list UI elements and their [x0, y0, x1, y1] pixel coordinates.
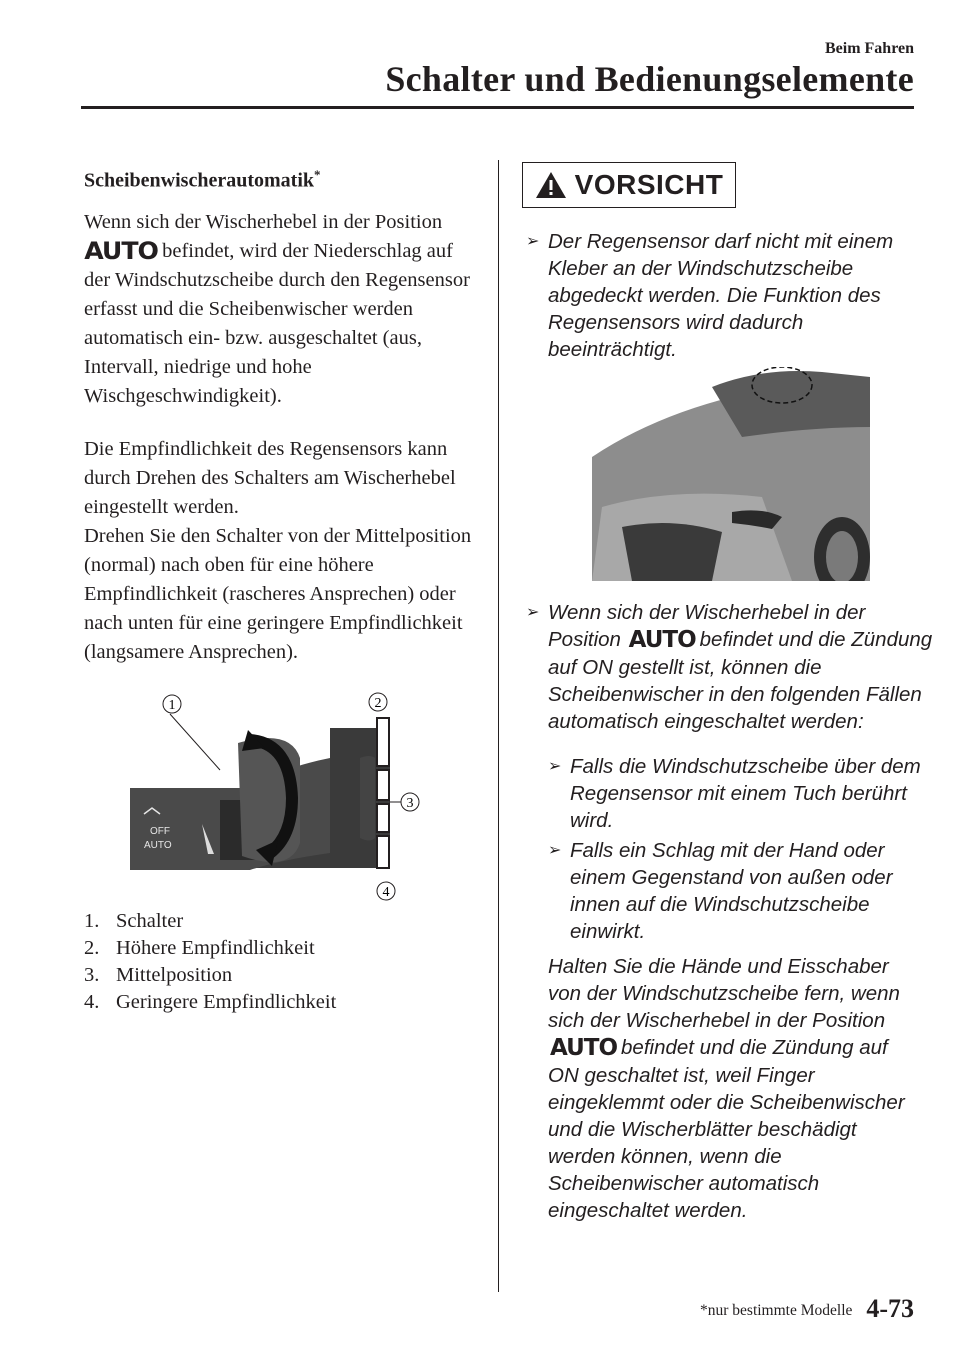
- warning-triangle-icon: [535, 171, 567, 199]
- legend-item: [84, 989, 484, 1016]
- lever-tip: [360, 756, 375, 841]
- bullet-arrow-icon: ➢: [526, 233, 540, 250]
- position-bar-middle: [377, 770, 389, 800]
- paragraph-3: Drehen Sie den Schalter von der Mittelposition (normal) nach oben für eine höhere Empfindlichkeit (rascheres Ansprechen) oder nach unten für eine geringere Empfindlichkeit (langsamere Ansprechen).: [84, 524, 472, 663]
- section-heading: [84, 162, 476, 194]
- warning-bullet-1: [526, 228, 920, 363]
- legend-item: [84, 962, 484, 989]
- callout-1-number: 1: [168, 698, 176, 713]
- position-bar-low-2: [377, 836, 389, 868]
- subbullet-2-text: Falls ein Schlag mit der Hand oder einem Gegenstand von außen oder innen auf die Windschutzscheibe einwirkt.: [570, 839, 893, 943]
- footnote: *nur bestimmte Modelle: [700, 1302, 853, 1319]
- paragraph-1-end: befindet, wird der Niederschlag auf der Windschutzscheibe durch den Regensensor erfasst und die Scheibenwischer werden automatisch ein- bzw. ausgeschaltet (aus, Intervall, niedrige und hohe Wischgeschwindigkeit).: [84, 239, 470, 407]
- position-bar-low-1: [377, 804, 389, 832]
- warning-note: [548, 953, 918, 1224]
- wiper-lever-figure: [130, 688, 430, 904]
- bullet-arrow-icon: ➢: [548, 758, 562, 775]
- column-divider: [498, 160, 499, 1292]
- heading-text: Scheibenwischerautomatik: [84, 169, 314, 192]
- warning-title: VORSICHT: [574, 169, 724, 200]
- auto-symbol-icon: AUTO: [550, 1035, 618, 1061]
- legend-text: Höhere Empfindlichkeit: [116, 937, 315, 959]
- warning-subbullet-1: [548, 753, 936, 834]
- position-bar-high: [377, 718, 389, 766]
- callout-3-number: 3: [406, 796, 414, 811]
- bullet-2-end: befindet und die Zündung auf ON gestellt ist, können die Scheibenwischer in den folgenden Fällen automatisch eingeschaltet werden:: [548, 628, 933, 733]
- bullet-2-text: [548, 599, 936, 735]
- callout-1-leader: [170, 714, 220, 770]
- paragraph-1: [84, 208, 476, 411]
- callout-2-number: 2: [374, 696, 382, 711]
- warning-subbullet-2: [548, 837, 936, 945]
- bullet-arrow-icon: ➢: [548, 842, 562, 859]
- subbullet-1-text: Falls die Windschutzscheibe über dem Regensensor mit einem Tuch berührt wird.: [570, 755, 921, 832]
- legend-item: [84, 908, 484, 935]
- warning-bullet-2: [526, 599, 936, 735]
- legend-number: 3.: [84, 964, 100, 986]
- figure-legend: [84, 908, 484, 1016]
- legend-number: 4.: [84, 991, 100, 1013]
- legend-text: Geringere Empfindlichkeit: [116, 991, 337, 1013]
- legend-text: Mittelposition: [116, 964, 233, 986]
- bullet-arrow-icon: ➢: [526, 604, 540, 621]
- front-grille: [622, 523, 722, 581]
- legend-text: Schalter: [116, 910, 184, 932]
- paragraph-2: Die Empfindlichkeit des Regensensors kann durch Drehen des Schalters am Wischerhebel eingestellt werden.: [84, 437, 456, 518]
- callout-4-number: 4: [382, 885, 390, 900]
- left-column: [84, 162, 476, 691]
- warning-note-text: [548, 953, 918, 1224]
- section-title: Beim Fahren: [824, 40, 914, 57]
- page-number: 4-73: [866, 1294, 914, 1323]
- note-start: Halten Sie die Hände und Eisschaber von der Windschutzscheibe fern, wenn sich der Wischerhebel in der Position: [548, 955, 900, 1032]
- bullet-2-start: Wenn sich der Wischerhebel in der Position: [548, 601, 866, 651]
- auto-symbol-icon: AUTO: [84, 236, 158, 265]
- wheel-rim: [826, 531, 858, 581]
- warning-box: [522, 162, 736, 208]
- lever-label-off: OFF: [150, 826, 170, 837]
- legend-number: 2.: [84, 937, 100, 959]
- paragraph-1-start: Wenn sich der Wischerhebel in der Position: [84, 210, 443, 233]
- legend-number: 1.: [84, 910, 100, 932]
- header-rule: [81, 106, 914, 109]
- note-end: befindet und die Zündung auf ON geschaltet ist, weil Finger eingeklemmt oder die Scheibenwischer und die Wischerblätter beschädigt werden können, wenn die Scheibenwischer automatisch eingeschaltet werden.: [548, 1036, 905, 1222]
- auto-symbol-icon: AUTO: [628, 627, 696, 653]
- chapter-title: Schalter und Bedienungselemente: [385, 59, 914, 99]
- legend-item: [84, 935, 484, 962]
- car-windshield-photo: [592, 367, 870, 581]
- bullet-1-text: Der Regensensor darf nicht mit einem Kleber an der Windschutzscheibe abgedeckt werden. Die Funktion des Regensensors wird dadurch beeinträchtigt.: [548, 230, 894, 361]
- heading-footnote-mark: *: [314, 167, 321, 182]
- lever-label-auto: AUTO: [144, 840, 172, 851]
